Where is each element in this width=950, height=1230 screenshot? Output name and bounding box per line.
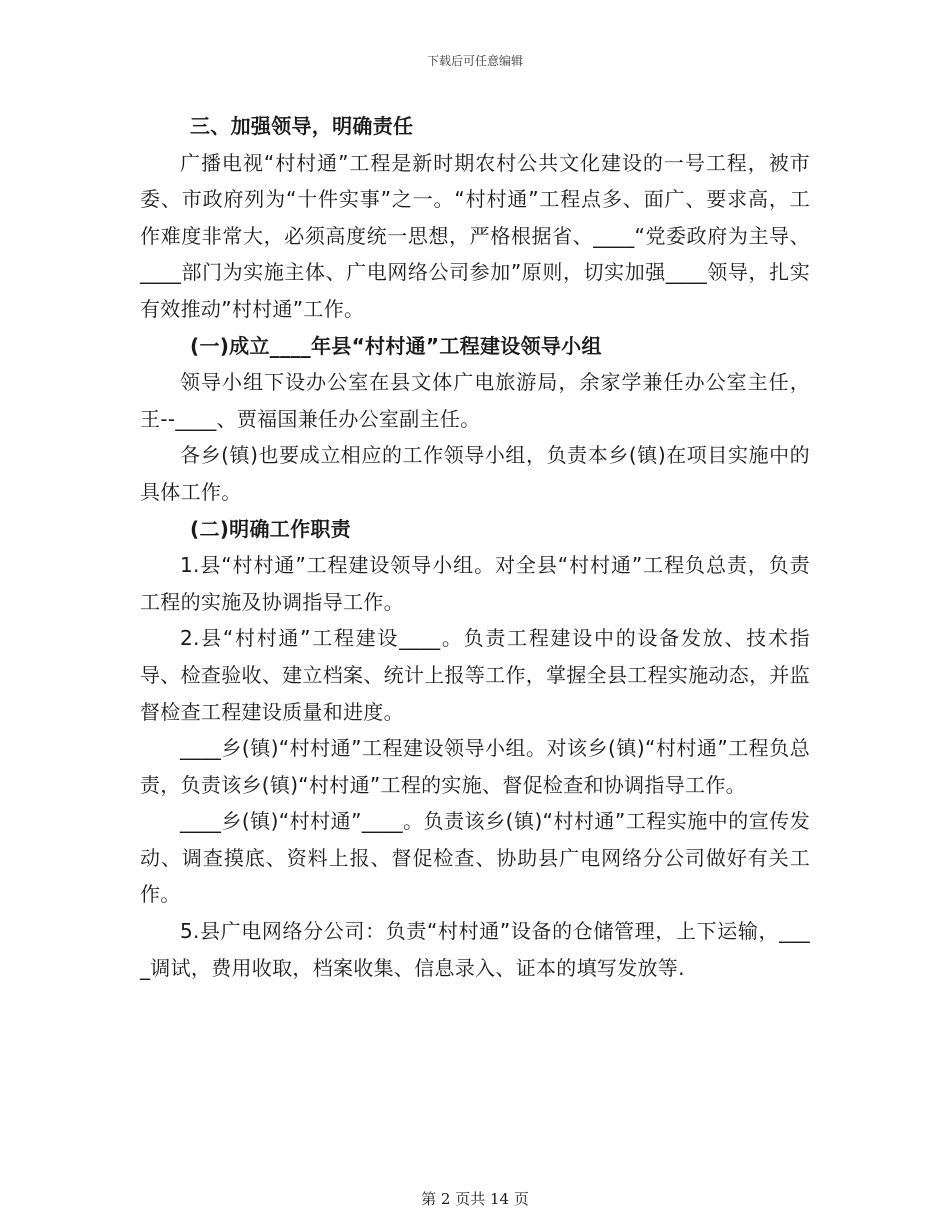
paragraph-township: 各乡(镇)也要成立相应的工作领导小组，负责本乡(镇)在项目实施中的具体工作。 (140, 443, 810, 504)
subheading-leading-group: (一)成立____年县“村村通”工程建设领导小组 (190, 333, 602, 358)
section-title: 三、加强领导，明确责任 (190, 114, 414, 138)
document-body (140, 108, 810, 986)
page-footer: 第 2 页共 14 页 (421, 1190, 529, 1208)
subheading-duties: (二)明确工作职责 (190, 516, 351, 541)
duty-item-1: 1.县“村村通”工程建设领导小组。对全县“村村通”工程负总责，负责工程的实施及协调指导工作。 (140, 553, 810, 614)
paragraph-office: 领导小组下设办公室在县文体广电旅游局，余家学兼任办公室主任，王--____、贾福国兼任办公室副主任。 (140, 370, 810, 431)
duty-item-4: ____乡(镇)“村村通”____。负责该乡(镇)“村村通”工程实施中的宣传发动、调查摸底、资料上报、督促检查、协助县广电网络分公司做好有关工作。 (140, 809, 810, 907)
paragraph-intro: 广播电视“村村通”工程是新时期农村公共文化建设的一号工程，被市委、市政府列为“十件实事”之一。“村村通”工程点多、面广、要求高，工作难度非常大，必须高度统一思想，严格根据省、____“党委政府为主导、____部门为实施主体、广电网络公司参加”原则，切实加强____领导，扎实有效推动”村村通”工作。 (140, 150, 810, 321)
duty-item-2: 2.县“村村通”工程建设____。负责工程建设中的设备发放、技术指导、检查验收、建立档案、统计上报等工作，掌握全县工程实施动态，并监督检查工程建设质量和进度。 (140, 626, 810, 724)
page-header: 下载后可任意编辑 (426, 54, 523, 68)
duty-item-5: 5.县广电网络分公司：负责“村村通”设备的仓储管理，上下运输，____调试，费用收取，档案收集、信息录入、证本的填写发放等. (140, 919, 810, 980)
duty-item-3: ____乡(镇)“村村通”工程建设领导小组。对该乡(镇)“村村通”工程负总责，负责该乡(镇)“村村通”工程的实施、督促检查和协调指导工作。 (140, 736, 810, 797)
